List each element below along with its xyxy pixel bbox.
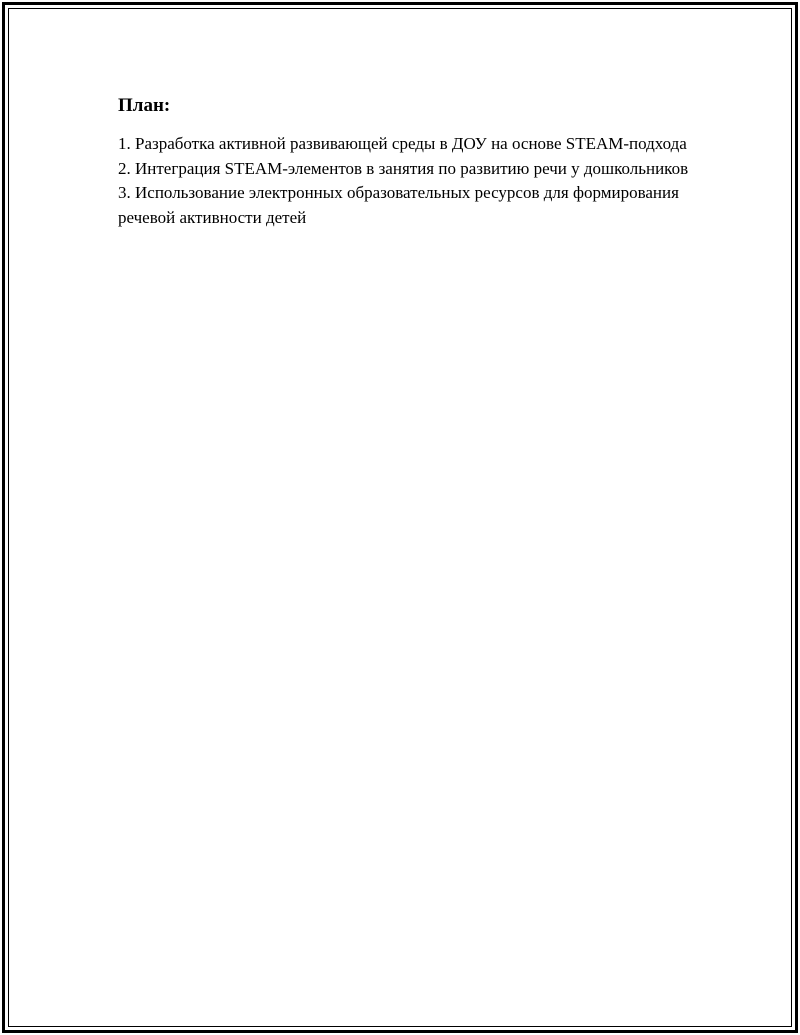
plan-item-3: 3. Использование электронных образовательных ресурсов для формирования речевой активности детей — [118, 183, 679, 227]
page-content — [118, 92, 698, 230]
plan-item-2: 2. Интеграция STEAM-элементов в занятия по развитию речи у дошкольников — [118, 158, 689, 178]
plan-heading: План: — [118, 95, 171, 116]
plan-item-1: 1. Разработка активной развивающей среды в ДОУ на основе STEAM-подхода — [118, 134, 687, 153]
plan-list — [118, 132, 698, 230]
